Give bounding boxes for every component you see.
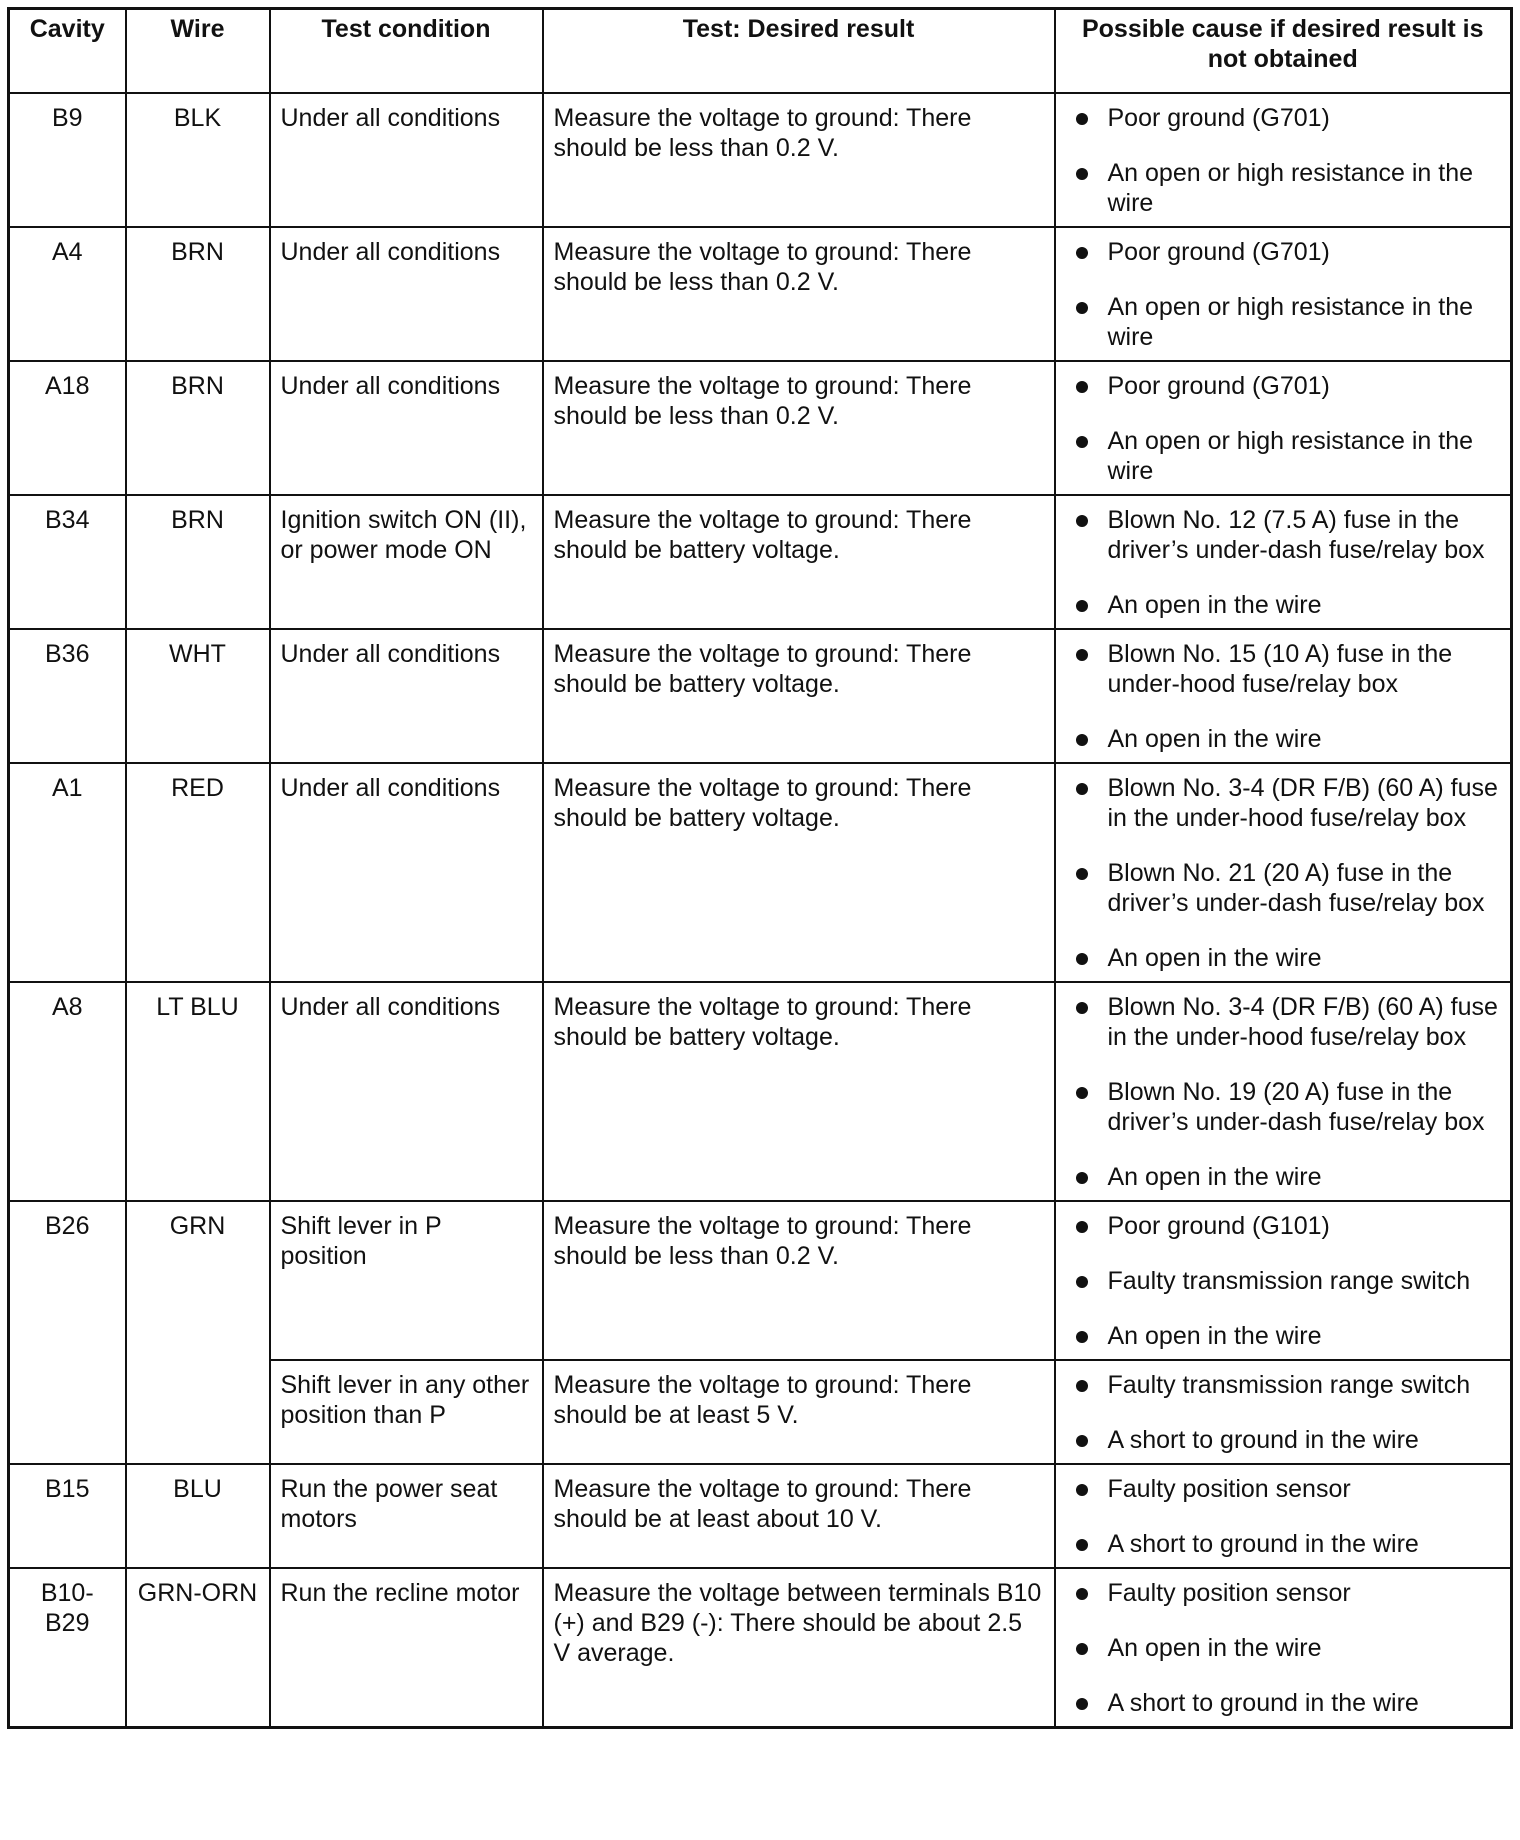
cause-item bbox=[1076, 292, 1501, 352]
cause-item bbox=[1076, 1578, 1501, 1608]
cavity-cell: B36 bbox=[9, 629, 126, 763]
header-desired-result: Test: Desired result bbox=[543, 9, 1055, 94]
cause-text: A short to ground in the wire bbox=[1107, 1689, 1419, 1717]
header-test-condition: Test condition bbox=[270, 9, 543, 94]
cause-text: Poor ground (G101) bbox=[1107, 1212, 1330, 1240]
test-condition-cell: Shift lever in any other position than P bbox=[270, 1360, 543, 1464]
cause-item bbox=[1076, 773, 1501, 833]
possible-cause-cell bbox=[1055, 93, 1512, 227]
cavity-cell: B10-B29 bbox=[9, 1568, 126, 1728]
cause-item bbox=[1076, 1321, 1501, 1351]
cavity-cell: A1 bbox=[9, 763, 126, 982]
table-row bbox=[9, 1568, 1512, 1728]
cause-text: Faulty position sensor bbox=[1107, 1579, 1351, 1607]
wire-cell: RED bbox=[126, 763, 270, 982]
wire-cell: BRN bbox=[126, 361, 270, 495]
possible-cause-cell bbox=[1055, 982, 1512, 1201]
possible-cause-cell bbox=[1055, 1360, 1512, 1464]
table-body bbox=[9, 93, 1512, 1728]
desired-result-cell: Measure the voltage to ground: There should be less than 0.2 V. bbox=[543, 93, 1055, 227]
cause-item bbox=[1076, 639, 1501, 699]
cavity-cell: B34 bbox=[9, 495, 126, 629]
wire-cell: LT BLU bbox=[126, 982, 270, 1201]
header-row bbox=[9, 9, 1512, 94]
bullet-icon bbox=[1076, 168, 1088, 180]
test-condition-cell: Run the power seat motors bbox=[270, 1464, 543, 1568]
bullet-icon bbox=[1076, 1221, 1088, 1233]
cause-item bbox=[1076, 1633, 1501, 1663]
cause-item bbox=[1076, 943, 1501, 973]
possible-cause-cell bbox=[1055, 1201, 1512, 1360]
cause-text: An open or high resistance in the wire bbox=[1107, 293, 1474, 351]
cause-text: Poor ground (G701) bbox=[1107, 372, 1330, 400]
desired-result-cell: Measure the voltage to ground: There should be battery voltage. bbox=[543, 629, 1055, 763]
cause-item bbox=[1076, 724, 1501, 754]
bullet-icon bbox=[1076, 1380, 1088, 1392]
possible-cause-cell bbox=[1055, 495, 1512, 629]
bullet-icon bbox=[1076, 113, 1088, 125]
desired-result-cell: Measure the voltage to ground: There should be at least about 10 V. bbox=[543, 1464, 1055, 1568]
cause-text: Blown No. 21 (20 A) fuse in the driver’s under-dash fuse/relay box bbox=[1107, 859, 1485, 917]
cause-list bbox=[1076, 1211, 1501, 1351]
document-page bbox=[7, 7, 1513, 1729]
wire-cell: WHT bbox=[126, 629, 270, 763]
cause-list bbox=[1076, 992, 1501, 1192]
cause-text: A short to ground in the wire bbox=[1107, 1530, 1419, 1558]
table-row bbox=[9, 227, 1512, 361]
cause-text: Blown No. 12 (7.5 A) fuse in the driver’s under-dash fuse/relay box bbox=[1107, 506, 1485, 564]
cause-text: An open in the wire bbox=[1107, 944, 1322, 972]
bullet-icon bbox=[1076, 953, 1088, 965]
cause-text: An open in the wire bbox=[1107, 1163, 1322, 1191]
cause-item bbox=[1076, 992, 1501, 1052]
cause-item bbox=[1076, 1162, 1501, 1192]
possible-cause-cell bbox=[1055, 629, 1512, 763]
possible-cause-cell bbox=[1055, 361, 1512, 495]
cause-text: An open in the wire bbox=[1107, 725, 1322, 753]
bullet-icon bbox=[1076, 649, 1088, 661]
table-row bbox=[9, 982, 1512, 1201]
cause-list bbox=[1076, 371, 1501, 486]
desired-result-cell: Measure the voltage to ground: There should be less than 0.2 V. bbox=[543, 1201, 1055, 1360]
table-row bbox=[9, 629, 1512, 763]
test-condition-cell: Run the recline motor bbox=[270, 1568, 543, 1728]
possible-cause-cell bbox=[1055, 1464, 1512, 1568]
bullet-icon bbox=[1076, 1484, 1088, 1496]
bullet-icon bbox=[1076, 381, 1088, 393]
cause-text: Poor ground (G701) bbox=[1107, 104, 1330, 132]
wire-cell: BLU bbox=[126, 1464, 270, 1568]
desired-result-cell: Measure the voltage to ground: There should be battery voltage. bbox=[543, 495, 1055, 629]
cause-text: An open in the wire bbox=[1107, 1322, 1322, 1350]
bullet-icon bbox=[1076, 1698, 1088, 1710]
wire-cell: GRN bbox=[126, 1201, 270, 1464]
cause-list bbox=[1076, 237, 1501, 352]
cause-item bbox=[1076, 505, 1501, 565]
cause-item bbox=[1076, 1529, 1501, 1559]
cause-item bbox=[1076, 1474, 1501, 1504]
table-row bbox=[9, 1201, 1512, 1360]
bullet-icon bbox=[1076, 734, 1088, 746]
bullet-icon bbox=[1076, 1331, 1088, 1343]
cause-item bbox=[1076, 1688, 1501, 1718]
table-row bbox=[9, 1464, 1512, 1568]
desired-result-cell: Measure the voltage to ground: There should be less than 0.2 V. bbox=[543, 361, 1055, 495]
cause-list bbox=[1076, 1474, 1501, 1559]
cavity-cell: B9 bbox=[9, 93, 126, 227]
cause-text: Blown No. 15 (10 A) fuse in the under-hood fuse/relay box bbox=[1107, 640, 1453, 698]
cause-text: An open or high resistance in the wire bbox=[1107, 427, 1474, 485]
cause-item bbox=[1076, 103, 1501, 133]
cause-text: Blown No. 3-4 (DR F/B) (60 A) fuse in the under-hood fuse/relay box bbox=[1107, 993, 1498, 1051]
test-condition-cell: Ignition switch ON (II), or power mode ON bbox=[270, 495, 543, 629]
connector-test-table bbox=[7, 7, 1513, 1729]
bullet-icon bbox=[1076, 868, 1088, 880]
possible-cause-cell bbox=[1055, 1568, 1512, 1728]
test-condition-cell: Under all conditions bbox=[270, 93, 543, 227]
cause-item bbox=[1076, 1425, 1501, 1455]
cause-text: An open in the wire bbox=[1107, 1634, 1322, 1662]
cause-item bbox=[1076, 237, 1501, 267]
cause-list bbox=[1076, 1370, 1501, 1455]
desired-result-cell: Measure the voltage between terminals B10 (+) and B29 (-): There should be about 2.5 V average. bbox=[543, 1568, 1055, 1728]
test-condition-cell: Under all conditions bbox=[270, 227, 543, 361]
cause-list bbox=[1076, 1578, 1501, 1718]
bullet-icon bbox=[1076, 436, 1088, 448]
cavity-cell: B15 bbox=[9, 1464, 126, 1568]
possible-cause-cell bbox=[1055, 227, 1512, 361]
bullet-icon bbox=[1076, 1643, 1088, 1655]
cause-item bbox=[1076, 158, 1501, 218]
bullet-icon bbox=[1076, 1588, 1088, 1600]
bullet-icon bbox=[1076, 302, 1088, 314]
bullet-icon bbox=[1076, 1087, 1088, 1099]
cavity-cell: A18 bbox=[9, 361, 126, 495]
cause-text: Blown No. 19 (20 A) fuse in the driver’s under-dash fuse/relay box bbox=[1107, 1078, 1485, 1136]
bullet-icon bbox=[1076, 600, 1088, 612]
bullet-icon bbox=[1076, 1002, 1088, 1014]
desired-result-cell: Measure the voltage to ground: There should be less than 0.2 V. bbox=[543, 227, 1055, 361]
bullet-icon bbox=[1076, 1435, 1088, 1447]
cause-item bbox=[1076, 1211, 1501, 1241]
table-row bbox=[9, 495, 1512, 629]
table-row bbox=[9, 93, 1512, 227]
header-cavity: Cavity bbox=[9, 9, 126, 94]
cause-list bbox=[1076, 505, 1501, 620]
cause-item bbox=[1076, 426, 1501, 486]
test-condition-cell: Under all conditions bbox=[270, 629, 543, 763]
desired-result-cell: Measure the voltage to ground: There should be battery voltage. bbox=[543, 982, 1055, 1201]
cavity-cell: A8 bbox=[9, 982, 126, 1201]
cause-item bbox=[1076, 371, 1501, 401]
bullet-icon bbox=[1076, 247, 1088, 259]
wire-cell: BLK bbox=[126, 93, 270, 227]
header-possible-cause: Possible cause if desired result is not obtained bbox=[1055, 9, 1512, 94]
test-condition-cell: Under all conditions bbox=[270, 982, 543, 1201]
cause-text: Poor ground (G701) bbox=[1107, 238, 1330, 266]
bullet-icon bbox=[1076, 515, 1088, 527]
table-row bbox=[9, 361, 1512, 495]
cause-text: Blown No. 3-4 (DR F/B) (60 A) fuse in the under-hood fuse/relay box bbox=[1107, 774, 1498, 832]
cause-text: A short to ground in the wire bbox=[1107, 1426, 1419, 1454]
cavity-cell: A4 bbox=[9, 227, 126, 361]
cavity-cell: B26 bbox=[9, 1201, 126, 1464]
possible-cause-cell bbox=[1055, 763, 1512, 982]
cause-list bbox=[1076, 773, 1501, 973]
bullet-icon bbox=[1076, 1276, 1088, 1288]
test-condition-cell: Shift lever in P position bbox=[270, 1201, 543, 1360]
test-condition-cell: Under all conditions bbox=[270, 763, 543, 982]
cause-item bbox=[1076, 1077, 1501, 1137]
cause-item bbox=[1076, 590, 1501, 620]
cause-text: Faulty transmission range switch bbox=[1107, 1267, 1471, 1295]
cause-item bbox=[1076, 858, 1501, 918]
bullet-icon bbox=[1076, 1172, 1088, 1184]
desired-result-cell: Measure the voltage to ground: There should be battery voltage. bbox=[543, 763, 1055, 982]
cause-text: An open or high resistance in the wire bbox=[1107, 159, 1474, 217]
bullet-icon bbox=[1076, 783, 1088, 795]
header-wire: Wire bbox=[126, 9, 270, 94]
cause-list bbox=[1076, 639, 1501, 754]
table-row bbox=[9, 763, 1512, 982]
cause-text: An open in the wire bbox=[1107, 591, 1322, 619]
wire-cell: BRN bbox=[126, 495, 270, 629]
desired-result-cell: Measure the voltage to ground: There should be at least 5 V. bbox=[543, 1360, 1055, 1464]
cause-item bbox=[1076, 1266, 1501, 1296]
cause-list bbox=[1076, 103, 1501, 218]
wire-cell: BRN bbox=[126, 227, 270, 361]
wire-cell: GRN-ORN bbox=[126, 1568, 270, 1728]
cause-text: Faulty position sensor bbox=[1107, 1475, 1351, 1503]
test-condition-cell: Under all conditions bbox=[270, 361, 543, 495]
cause-item bbox=[1076, 1370, 1501, 1400]
cause-text: Faulty transmission range switch bbox=[1107, 1371, 1471, 1399]
bullet-icon bbox=[1076, 1539, 1088, 1551]
